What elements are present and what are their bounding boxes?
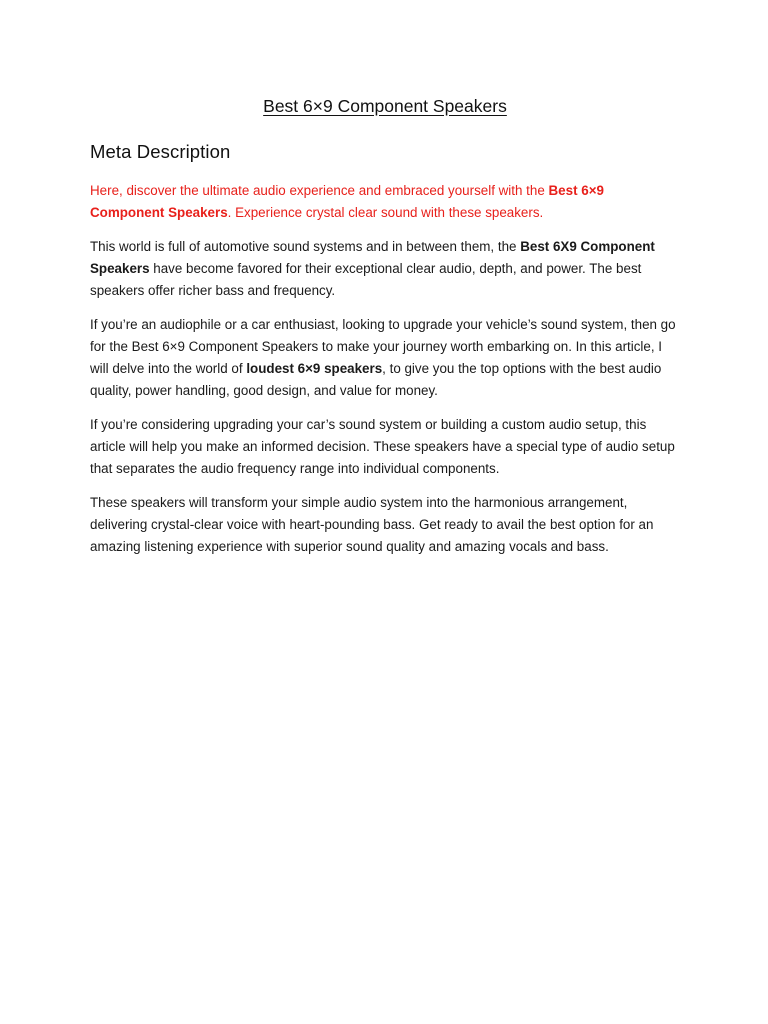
meta-description-text xyxy=(90,180,680,224)
meta-description-heading: Meta Description xyxy=(90,141,231,162)
paragraph-1-part-1: This world is full of automotive sound systems and in between them, the xyxy=(90,239,521,254)
paragraph-1 xyxy=(90,236,680,302)
paragraph-2-bold-keyword: loudest 6×9 speakers xyxy=(246,361,383,376)
paragraph-2-part-1: If you’re an audiophile or a car enthusiast, looking to upgrade your vehicle’s sound system, then go for the Best 6×9 Component Speakers to make your journey worth embarking on. In this article, I will delve into the world of xyxy=(90,317,676,376)
meta-bold-keyword: Best 6×9 Component Speakers xyxy=(90,183,604,220)
paragraph-2-part-2: , to give you the top options with the best audio quality, power handling, good design, and value for money. xyxy=(90,361,662,398)
meta-text-part-2: . Experience crystal clear sound with these speakers. xyxy=(227,205,544,220)
paragraph-2 xyxy=(90,314,680,402)
paragraph-1-part-2: have become favored for their exceptional clear audio, depth, and power. The best speakers offer richer bass and frequency. xyxy=(90,261,642,298)
meta-text-part-1: Here, discover the ultimate audio experience and embraced yourself with the xyxy=(90,183,549,198)
paragraph-3: If you’re considering upgrading your car’s sound system or building a custom audio setup, this article will help you make an informed decision. These speakers have a special type of audio setup that separates the audio frequency range into individual components. xyxy=(90,417,675,476)
paragraph-4: These speakers will transform your simple audio system into the harmonious arrangement, delivering crystal-clear voice with heart-pounding bass. Get ready to avail the best option for an amazing listening experience with superior sound quality and amazing vocals and bass. xyxy=(90,495,654,554)
paragraph-1-bold-keyword: Best 6X9 Component Speakers xyxy=(90,239,655,276)
document-title: Best 6×9 Component Speakers xyxy=(263,96,507,116)
